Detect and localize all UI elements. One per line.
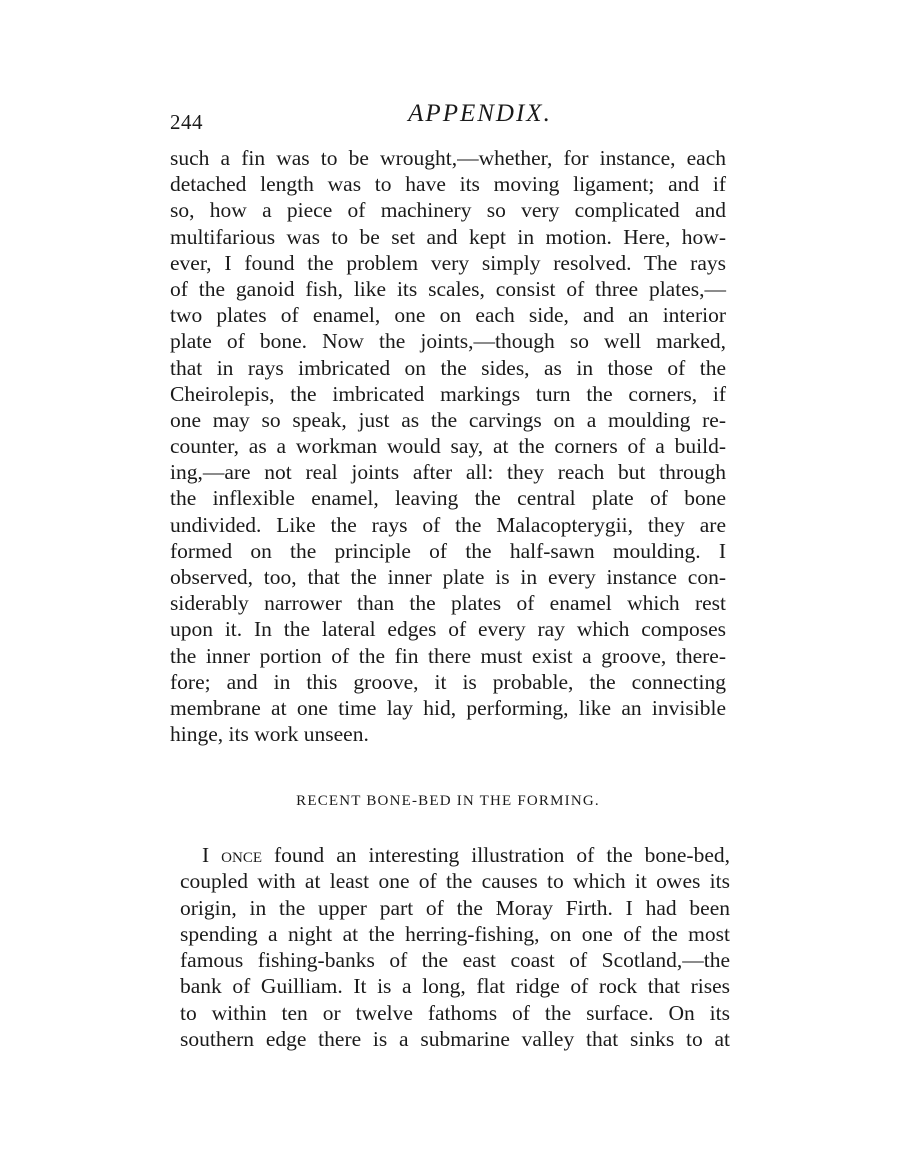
text-line: upon it. In the lateral edges of every ray which composes [170, 617, 726, 642]
text-line: ing,—are not real joints after all: they reach but through [170, 460, 726, 485]
text-line: famous fishing-banks of the east coast of Scotland,—the [180, 948, 730, 973]
text-line: fore; and in this groove, it is probable, the connecting [170, 669, 726, 694]
paragraph-continuation [170, 145, 726, 747]
page-number: 244 [170, 110, 203, 134]
text-line: two plates of enamel, one on each side, and an interior [170, 303, 726, 328]
text-line: multifarious was to be set and kept in motion. Here, how- [170, 224, 726, 249]
text-line: Cheirolepis, the imbricated markings turn the corners, if [170, 381, 726, 406]
text-line: the inflexible enamel, leaving the central plate of bone [170, 486, 726, 511]
text-line: the inner portion of the fin there must exist a groove, there- [170, 643, 726, 668]
text-line: membrane at one time lay hid, performing, like an invisible [170, 695, 726, 720]
text-line [180, 842, 730, 868]
text-line: southern edge there is a submarine valley that sinks to at [180, 1027, 730, 1052]
text-line: spending a night at the herring-fishing, on one of the most [180, 921, 730, 946]
text-line: of the ganoid fish, like its scales, consist of three plates,— [170, 276, 726, 301]
text-line: coupled with at least one of the causes to which it owes its [180, 869, 730, 894]
running-head: APPENDIX. [408, 100, 552, 127]
text-line: detached length was to have its moving ligament; and if [170, 172, 726, 197]
text-line: such a fin was to be wrought,—whether, for instance, each [170, 146, 726, 170]
text-line: origin, in the upper part of the Moray Firth. I had been [180, 895, 730, 920]
text-line: one may so speak, just as the carvings on a moulding re- [170, 407, 726, 432]
text-line: observed, too, that the inner plate is in every instance con- [170, 565, 726, 589]
first-line-text: found an interesting illustration of the bone-bed, [262, 843, 730, 867]
text-line: siderably narrower than the plates of enamel which rest [170, 591, 726, 616]
text-line: that in rays imbricated on the sides, as in those of the [170, 355, 726, 380]
text-line: hinge, its work unseen. [170, 722, 369, 747]
text-line: formed on the principle of the half-sawn moulding. I [170, 538, 726, 563]
lead-in-small-caps: I once [202, 843, 263, 867]
text-line: bank of Guilliam. It is a long, flat ridge of rock that rises [180, 974, 730, 999]
page-header [170, 100, 730, 140]
text-line: ever, I found the problem very simply resolved. The rays [170, 250, 726, 275]
text-line: plate of bone. Now the joints,—though so well marked, [170, 329, 726, 354]
text-line: counter, as a workman would say, at the corners of a build- [170, 434, 726, 459]
text-line: undivided. Like the rays of the Malacopterygii, they are [170, 512, 726, 537]
section-paragraph [180, 842, 730, 1052]
text-line: so, how a piece of machinery so very complicated and [170, 198, 726, 223]
section-heading: RECENT BONE-BED IN THE FORMING. [296, 793, 600, 809]
text-line: to within ten or twelve fathoms of the surface. On its [180, 1000, 730, 1025]
